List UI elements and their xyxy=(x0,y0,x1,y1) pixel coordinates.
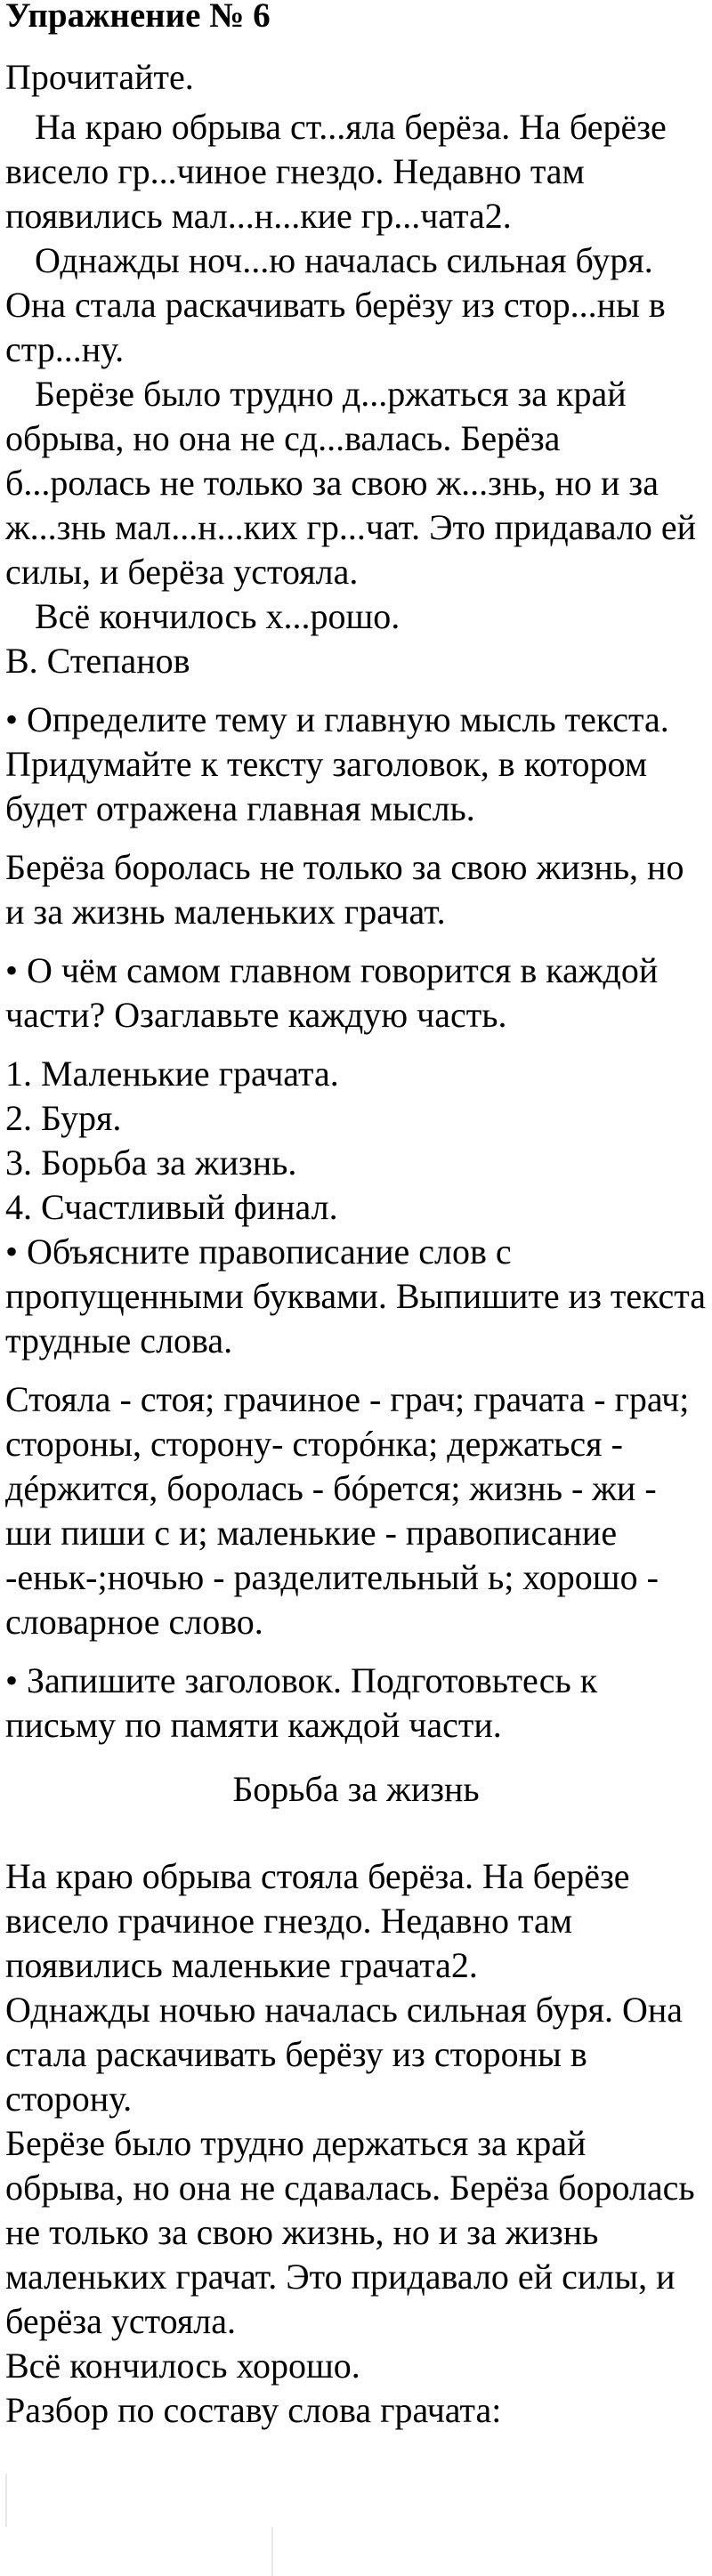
exercise-paragraph-1: На краю обрыва ст...яла берёза. На берёзе висело гр...чиное гнездо. Недавно там появились мал...н...кие гр...чата2. xyxy=(5,107,667,236)
exercise-paragraph-2: Однажды ноч...ю началась сильная буря. Она стала раскачивать берёзу из стор...ны в стр...ну. xyxy=(5,240,666,369)
answer-3: Стояла - стоя; грачиное - грач; грачата - грач; стороны, сторону- сторóнка; держаться - дéржится, боролась - бóрется; жизнь - жи - ши пиши с и; маленькие - правописание -еньк-;ночью - разделительный ь; хорошо - словарное слово. xyxy=(5,1379,690,1642)
story-paragraph-4: Всё кончилось хорошо. xyxy=(5,2346,360,2386)
part-3: 3. Борьба за жизнь. xyxy=(5,1143,297,1183)
part-4: 4. Счастливый финал. xyxy=(5,1187,338,1227)
task-1: • Определите тему и главную мысль текста. Придумайте к тексту заголовок, в котором будет отражена главная мысль. xyxy=(5,699,669,828)
story-paragraph-2: Однажды ночью началась сильная буря. Она стала раскачивать берёзу из стороны в сторону. xyxy=(5,1990,684,2119)
exercise-paragraph-4: Всё кончилось х...рошо. xyxy=(35,596,400,636)
task-2: • О чём самом главном говорится в каждой части? Озаглавьте каждую часть. xyxy=(5,950,659,1035)
scan-artifact-line-right xyxy=(271,2527,273,2576)
task-4: • Запишите заголовок. Подготовьтесь к письму по памяти каждой части. xyxy=(5,1660,598,1745)
scan-artifact-line-left xyxy=(5,2474,7,2527)
exercise-paragraph-3: Берёзе было трудно д...ржаться за край обрыва, но она не сд...валась. Берёза б...ролась не только за свою ж...знь, но и за ж...знь мал...н...ких гр...чат. Это придавало ей силы, и берёза устояла. xyxy=(5,374,697,592)
part-2: 2. Буря. xyxy=(5,1098,122,1138)
instruction: Прочитайте. xyxy=(5,57,194,97)
task-3: • Объясните правописание слов с пропущенными буквами. Выпишите из текста трудные слова. xyxy=(5,1231,707,1361)
part-1: 1. Маленькие грачата. xyxy=(5,1054,339,1094)
story-paragraph-3: Берёзе было трудно держаться за край обрыва, но она не сдавалась. Берёза боролась не только за свою жизнь, но и за жизнь маленьких грачат. Это придавало ей силы, и берёза устояла. xyxy=(5,2123,695,2341)
story-title: Борьба за жизнь xyxy=(232,1769,480,1809)
analysis-label: Разбор по составу слова грачата: xyxy=(5,2390,502,2430)
story-paragraph-1: На краю обрыва стояла берёза. На берёзе висело грачиное гнездо. Недавно там появились маленькие грачата2. xyxy=(5,1856,630,1985)
author: В. Степанов xyxy=(5,641,190,681)
answer-1: Берёза боролась не только за свою жизнь, но и за жизнь маленьких грачат. xyxy=(5,847,684,932)
exercise-title: Упражнение № 6 xyxy=(5,0,271,35)
